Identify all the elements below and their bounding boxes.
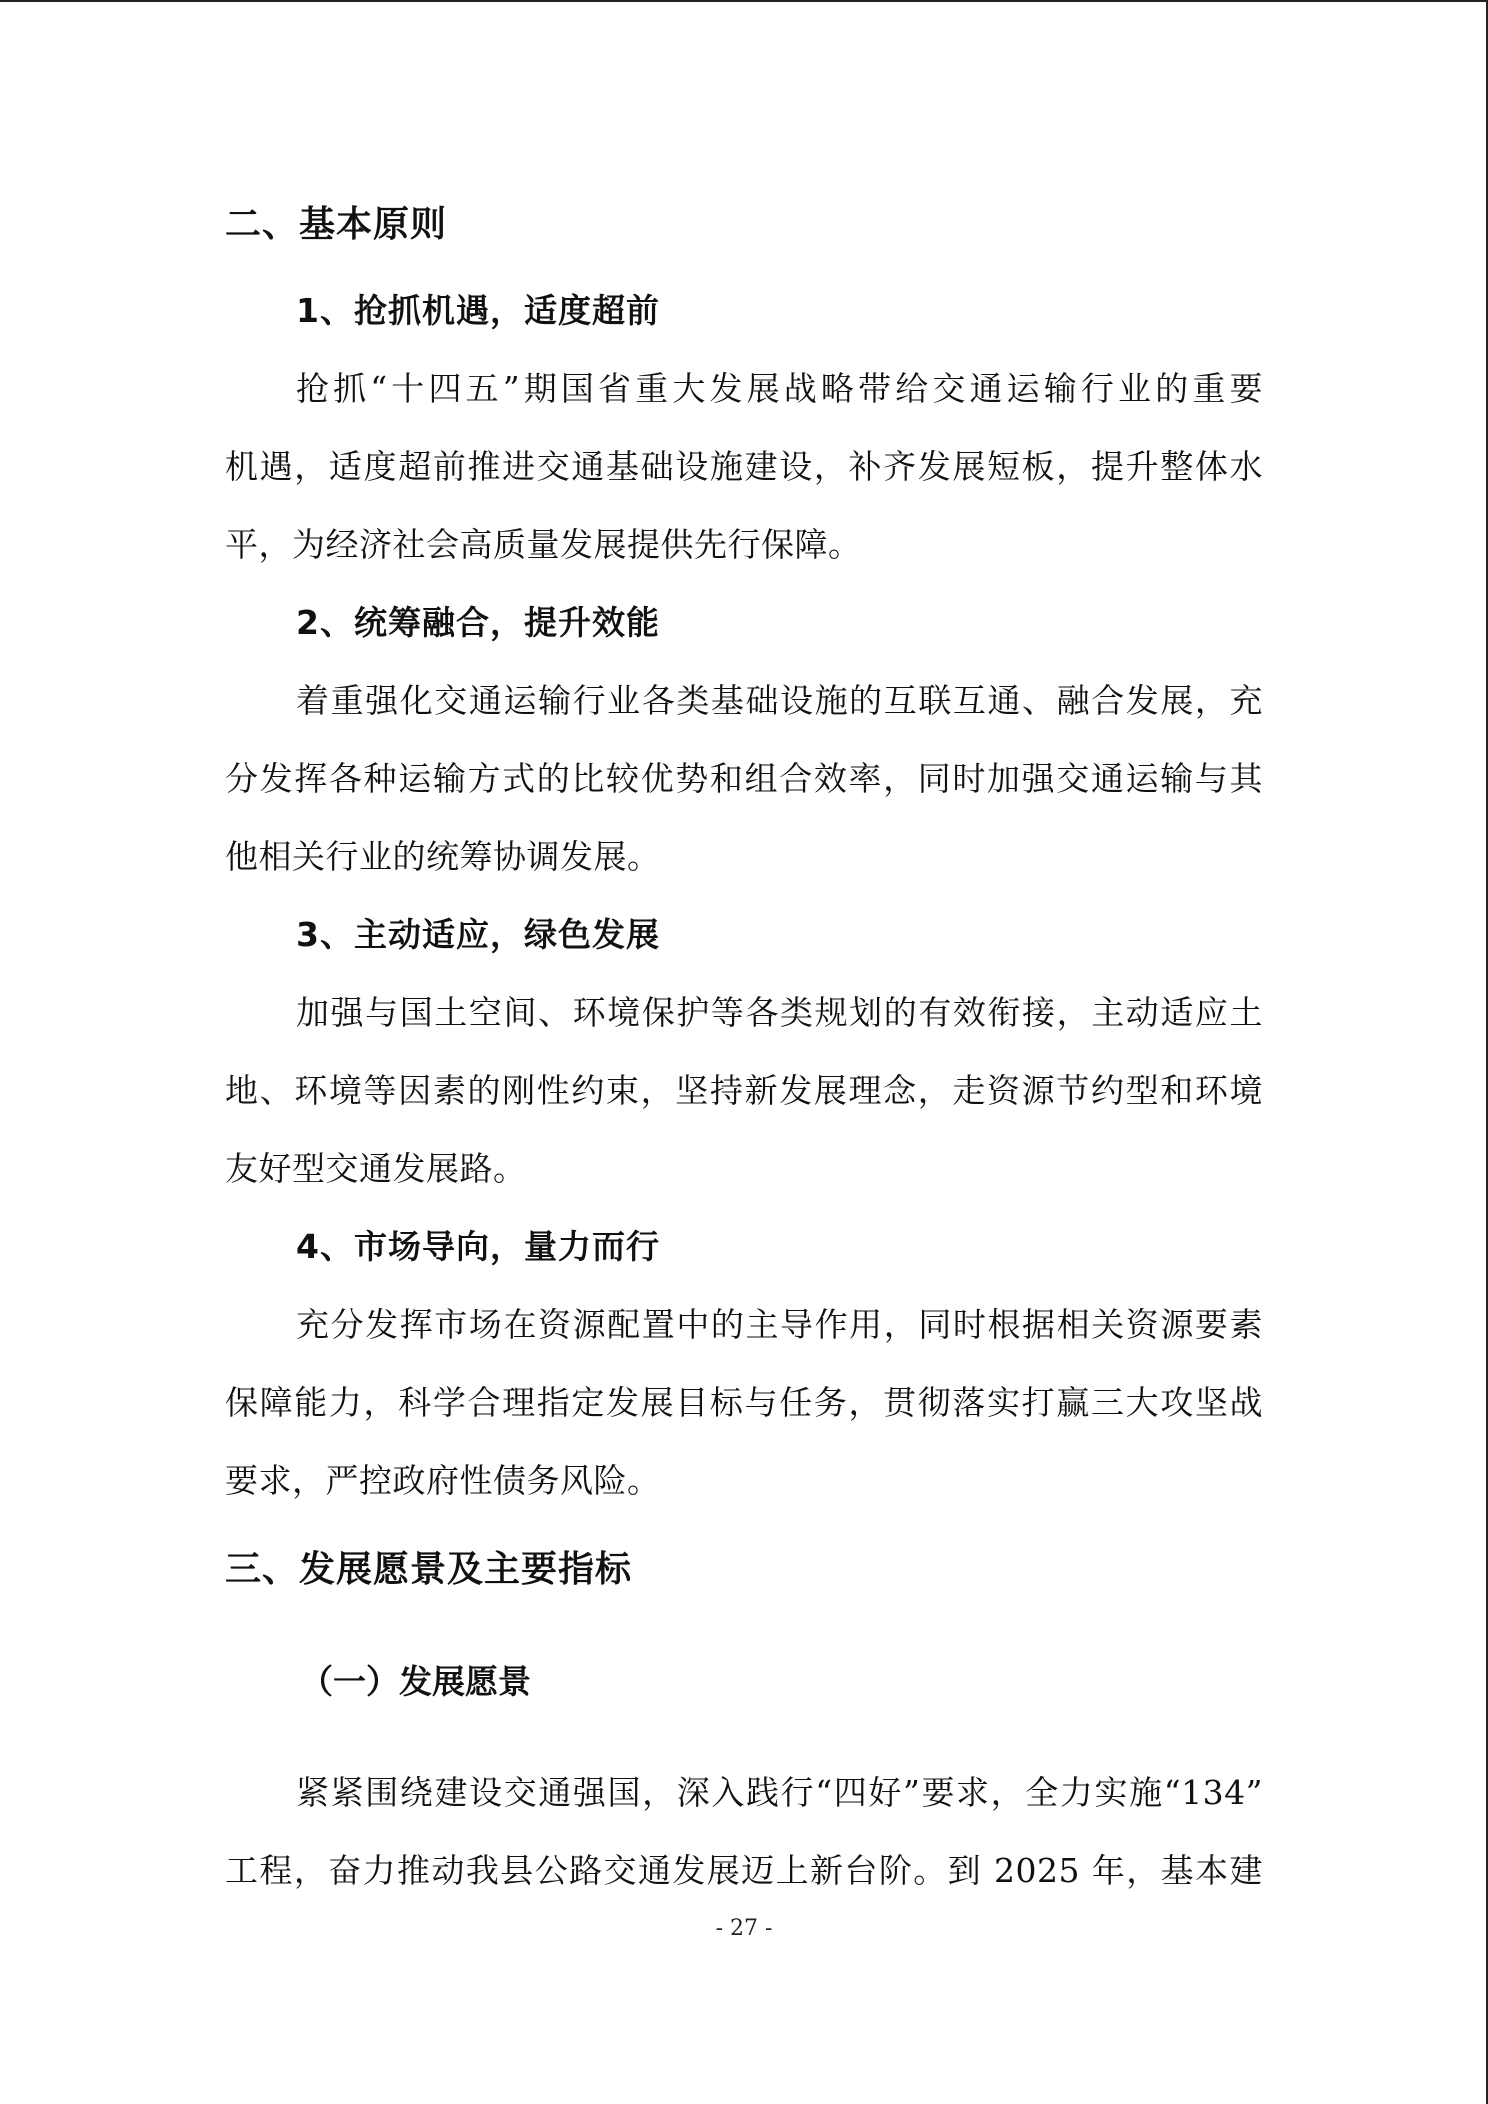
paragraph-line: 分发挥各种运输方式的比较优势和组合效率，同时加强交通运输与其 bbox=[225, 759, 1263, 798]
paragraph-line: 加强与国土空间、环境保护等各类规划的有效衔接，主动适应土 bbox=[296, 993, 1263, 1032]
subsection-heading-vision: （一）发展愿景 bbox=[300, 1662, 531, 1701]
paragraph-line: 保障能力，科学合理指定发展目标与任务，贯彻落实打赢三大攻坚战 bbox=[225, 1383, 1263, 1422]
paragraph-line: 要求，严控政府性债务风险。 bbox=[225, 1461, 661, 1500]
paragraph-line: 充分发挥市场在资源配置中的主导作用，同时根据相关资源要素 bbox=[296, 1305, 1263, 1344]
paragraph-line: 地、环境等因素的刚性约束，坚持新发展理念，走资源节约型和环境 bbox=[225, 1071, 1263, 1110]
paragraph-line: 平，为经济社会高质量发展提供先行保障。 bbox=[225, 525, 862, 564]
paragraph-line: 抢抓“十四五”期国省重大发展战略带给交通运输行业的重要 bbox=[296, 369, 1263, 408]
item-heading-1: 1、抢抓机遇，适度超前 bbox=[296, 291, 660, 330]
paragraph-line: 他相关行业的统筹协调发展。 bbox=[225, 837, 661, 876]
paragraph-line: 着重强化交通运输行业各类基础设施的互联互通、融合发展，充 bbox=[296, 681, 1263, 720]
item-heading-3: 3、主动适应，绿色发展 bbox=[296, 915, 660, 954]
paragraph-line: 机遇，适度超前推进交通基础设施建设，补齐发展短板，提升整体水 bbox=[225, 447, 1263, 486]
paragraph-line: 紧紧围绕建设交通强国，深入践行“四好”要求，全力实施“134” bbox=[296, 1773, 1263, 1812]
paragraph-line: 友好型交通发展路。 bbox=[225, 1149, 527, 1188]
item-heading-2: 2、统筹融合，提升效能 bbox=[296, 603, 660, 642]
page-number: - 27 - bbox=[715, 1916, 773, 1941]
section-heading-basic-principles: 二、基本原则 bbox=[225, 204, 448, 245]
item-heading-4: 4、市场导向，量力而行 bbox=[296, 1227, 660, 1266]
page-border-top bbox=[0, 0, 1488, 2]
section-heading-vision: 三、发展愿景及主要指标 bbox=[225, 1549, 633, 1590]
paragraph-line: 工程，奋力推动我县公路交通发展迈上新台阶。到 2025 年，基本建 bbox=[225, 1851, 1263, 1890]
